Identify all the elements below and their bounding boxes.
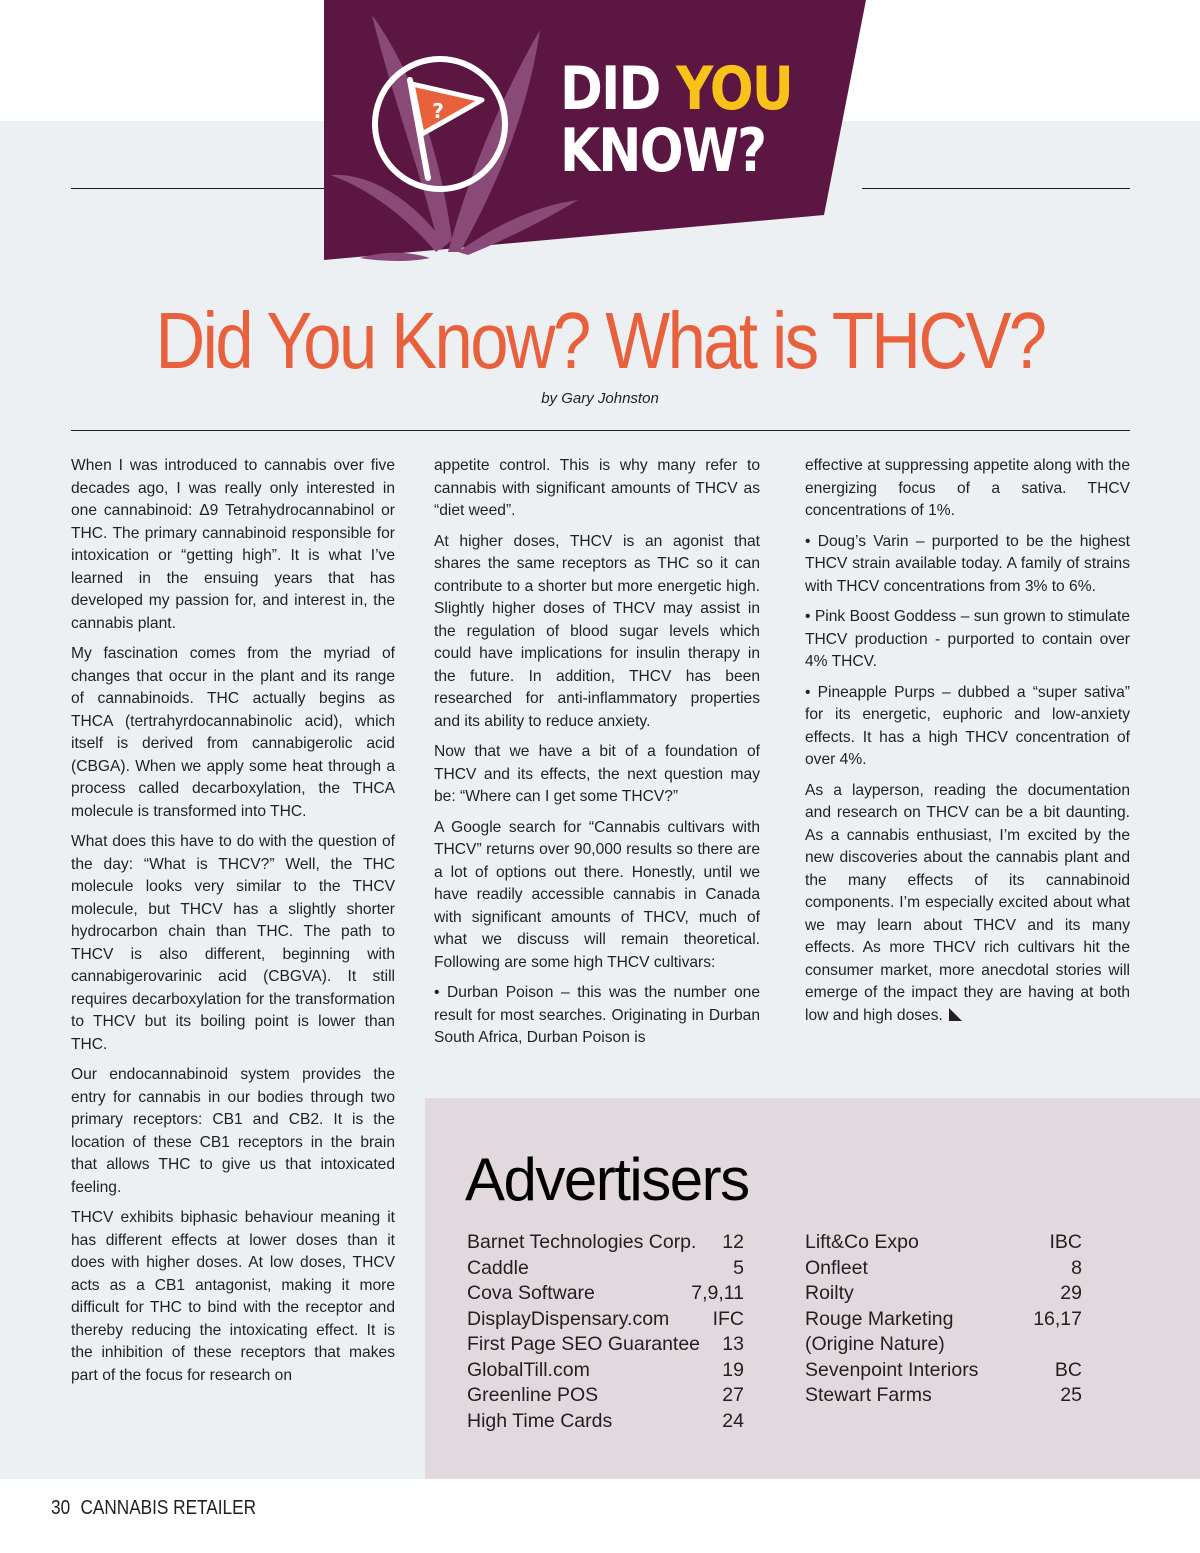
advertiser-name: Cova Software (467, 1282, 595, 1304)
advertiser-row (805, 1383, 1082, 1409)
advertiser-page: 25 (1060, 1384, 1082, 1406)
paragraph: THCV exhibits biphasic behaviour meaning it has different effects at lower doses than it does with higher doses. At low doses, THCV acts as a CB1 antagonist, making it more difficult for THC to bind with the receptor and thereby reducing the intoxicating effect. It is the inhibition of these receptors that makes part of the focus for research on (71, 1209, 395, 1384)
advertiser-name: Roilty (805, 1282, 854, 1304)
advertiser-name: Lift&Co Expo (805, 1231, 919, 1253)
paragraph: What does this have to do with the question of the day: “What is THCV?” Well, the THC molecule looks very similar to the THCV molecule, but THCV has a slightly shorter hydrocarbon chain than THC. The path to THCV is also different, beginning with cannabigerovarinic acid (CBGVA). It still requires decarboxylation for the transformation to THCV but its boiling point is lower than THC. (71, 833, 395, 1053)
end-mark-icon (949, 1008, 962, 1021)
advertisers-list-right (805, 1230, 1082, 1409)
advertiser-row (467, 1281, 744, 1307)
advertiser-page: 16,17 (1033, 1307, 1082, 1330)
banner-know: KNOW? (560, 116, 766, 186)
bullet-paragraph: • Durban Poison – this was the number one result for most searches. Originating in Durban South Africa, Durban Poison is (434, 984, 760, 1046)
bullet-paragraph: • Pineapple Purps – dubbed a “super sativa” for its energetic, euphoric and low-anxiety effects. It has a high THCV concentration of over 4%. (805, 683, 1130, 768)
banner-heading (560, 54, 818, 186)
banner-you: YOU (675, 54, 793, 124)
paragraph: When I was introduced to cannabis over five decades ago, I was really only interested in one cannabinoid: Δ9 Tetrahydrocannabinol or THC. The primary cannabinoid responsible for intoxication or “getting high”. It is what I’ve learned in the ensuing years that has developed my passion for, and interest in, the cannabis plant. (71, 457, 395, 632)
advertiser-row (467, 1358, 744, 1384)
advertiser-row (467, 1256, 744, 1282)
advertiser-name: Stewart Farms (805, 1384, 932, 1406)
advertiser-name: GlobalTill.com (467, 1358, 590, 1381)
advertiser-row (467, 1383, 744, 1409)
advertiser-row (467, 1307, 744, 1333)
paragraph: Now that we have a bit of a foundation of THCV and its effects, the next question may be: “Where can I get some THCV?” (434, 743, 760, 805)
advertiser-page: IFC (712, 1307, 744, 1330)
advertiser-name: Greenline POS (467, 1384, 599, 1406)
closing-text: As a layperson, reading the documentation and research on THCV can be a bit daunting. As a cannabis enthusiast, I’m excited by the new discoveries about the cannabis plant and the many effects of its cannabinoid components. I’m especially excited about what we may learn about THCV and its many effects. As more THCV rich cultivars hit the consumer market, more anecdotal stories will emerge of the impact they are having at both low and high doses. (805, 781, 1130, 1024)
advertiser-page: 5 (733, 1256, 744, 1279)
advertiser-page: 19 (722, 1358, 744, 1381)
advertiser-row (805, 1358, 1082, 1384)
bullet-paragraph: • Doug’s Varin – purported to be the highest THCV strain available today. A family of strains with THCV concentrations from 3% to 6%. (805, 532, 1130, 595)
flag-question-mark: ? (432, 99, 444, 123)
article-column-1 (71, 455, 395, 1395)
advertiser-name: Onfleet (805, 1256, 868, 1279)
advertiser-name: DisplayDispensary.com (467, 1307, 670, 1330)
advertiser-name: Barnet Technologies Corp. (467, 1231, 697, 1253)
publication-name: CANNABIS RETAILER (80, 1497, 257, 1519)
paragraph: appetite control. This is why many refer to cannabis with significant amounts of THCV as “diet weed”. (434, 457, 760, 519)
advertiser-row (805, 1307, 1082, 1358)
did-you-know-banner (0, 0, 1200, 270)
advertiser-page: 24 (722, 1409, 744, 1432)
paragraph: effective at suppressing appetite along with the energizing focus of a sativa. THCV concentrations of 1%. (805, 457, 1130, 519)
paragraph: My fascination comes from the myriad of changes that occur in the plant and its range of cannabinoids. THC actually begins as THCA (tertrahyrdocannabinolic acid), which itself is derived from cannabigerolic acid (CBGA). When we apply some heat through a process called decarboxylation, the THCA molecule is transformed into THC. (71, 645, 395, 820)
paragraph: Our endocannabinoid system provides the entry for cannabis in our bodies through two primary receptors: CB1 and CB2. It is the location of these CB1 receptors in the brain that allows THC to give us that intoxicated feeling. (71, 1066, 395, 1196)
paragraph: At higher doses, THCV is an agonist that shares the same receptors as THC so it can contribute to a shorter but more energetic high. Slightly higher doses of THCV may assist in the regulation of blood sugar levels which could have implications for insulin therapy in the future. In addition, THCV has been researched for anti-inflammatory properties and its ability to reduce anxiety. (434, 532, 760, 730)
advertisers-list-left (467, 1230, 744, 1434)
advertiser-page: 8 (1071, 1256, 1082, 1279)
advertiser-page: 12 (722, 1231, 744, 1253)
article-column-2 (434, 455, 760, 1058)
advertiser-page: 29 (1060, 1282, 1082, 1304)
advertiser-row (805, 1281, 1082, 1307)
advertiser-row (467, 1332, 744, 1358)
article-title: Did You Know? What is THCV? (155, 296, 1045, 385)
advertiser-name: Sevenpoint Interiors (805, 1358, 979, 1381)
advertiser-name: High Time Cards (467, 1409, 613, 1432)
page-footer (51, 1497, 256, 1520)
paragraph: A Google search for “Cannabis cultivars with THCV” returns over 90,000 results so there are a lot of options out there. Honestly, until we have readily accessible cannabis in Canada with significant amounts of THCV, much of what we discuss will remain theoretical. Following are some high THCV cultivars: (434, 818, 760, 971)
advertiser-row (805, 1256, 1082, 1282)
byline-rule (71, 430, 1130, 431)
advertiser-page: 7,9,11 (691, 1282, 744, 1304)
advertiser-row (467, 1230, 744, 1256)
advertiser-page: 13 (722, 1333, 744, 1355)
page-number: 30 (51, 1497, 71, 1519)
banner-did: DID (560, 54, 660, 124)
advertiser-page: BC (1054, 1358, 1082, 1381)
article-column-3 (805, 455, 1130, 1035)
advertiser-name: First Page SEO Guarantee (467, 1333, 701, 1355)
advertiser-page: IBC (1049, 1231, 1082, 1253)
advertiser-name: Rouge Marketing (Origine Nature) (805, 1307, 954, 1355)
advertisers-title: Advertisers (465, 1146, 749, 1213)
advertiser-row (805, 1230, 1082, 1256)
paragraph-closing (805, 780, 1130, 1028)
advertiser-page: 27 (722, 1384, 744, 1406)
article-byline: by Gary Johnston (541, 390, 659, 407)
advertiser-name: Caddle (467, 1256, 529, 1279)
bullet-paragraph: • Pink Boost Goddess – sun grown to stimulate THCV production - purported to contain over 4% THCV. (805, 608, 1130, 670)
advertiser-row (467, 1409, 744, 1435)
